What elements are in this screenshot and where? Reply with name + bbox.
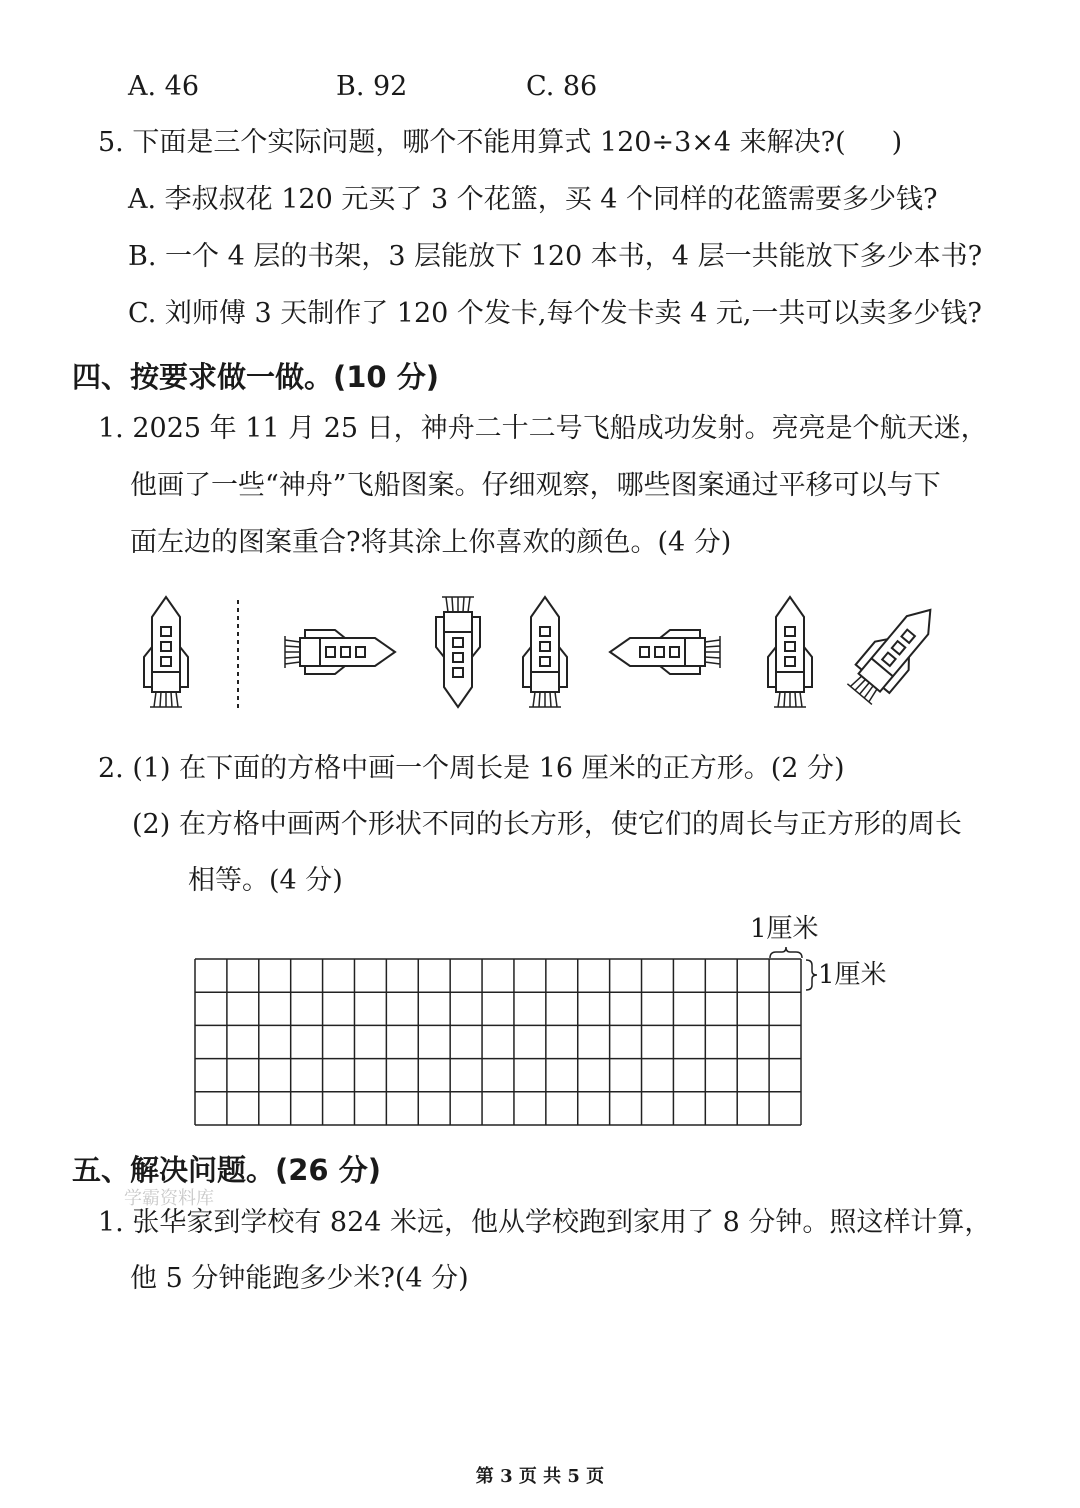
- q5-stem: [98, 126, 902, 160]
- q5-option-a: A. 李叔叔花 120 元买了 3 个花篮，买 4 个同样的花篮需要多少钱?: [128, 184, 938, 215]
- ship-rotated-left-icon: [610, 630, 720, 674]
- ship-upside-down-icon: [436, 597, 480, 707]
- s4-q2-line1: 2. (1) 在下面的方格中画一个周长是 16 厘米的正方形。(2 分): [98, 753, 845, 784]
- ship-translated-icon[interactable]: [523, 597, 567, 707]
- q4-option-a: A. 46: [128, 71, 200, 102]
- drawing-grid[interactable]: [194, 958, 802, 1126]
- q4-option-c: C. 86: [526, 71, 598, 102]
- page-footer: 第 3 页 共 5 页: [475, 1466, 605, 1487]
- unit-label-top: 1厘米: [750, 914, 819, 944]
- s4-q2-line2: (2) 在方格中画两个形状不同的长方形，使它们的周长与正方形的周长: [132, 809, 962, 840]
- ship-translated-icon-2[interactable]: [768, 597, 812, 707]
- watermark: 学霸资料库: [124, 1188, 214, 1209]
- unit-label-side: 1厘米: [818, 960, 887, 990]
- s4-q2-line3: 相等。(4 分): [188, 865, 343, 896]
- s4-q1-line3: 面左边的图案重合?将其涂上你喜欢的颜色。(4 分): [130, 527, 732, 558]
- spaceship-patterns: [130, 590, 950, 720]
- section-4-title: 四、按要求做一做。(10 分): [72, 360, 439, 394]
- s5-q1-line1: 1. 张华家到学校有 824 米远，他从学校跑到家用了 8 分钟。照这样计算，: [98, 1207, 992, 1238]
- q5-stem-close: ): [891, 127, 903, 158]
- section-5-title: 五、解决问题。(26 分): [72, 1153, 381, 1187]
- ship-original-icon: [144, 597, 188, 707]
- q5-option-c: C. 刘师傅 3 天制作了 120 个发卡,每个发卡卖 4 元,一共可以卖多少钱?: [128, 298, 982, 329]
- q4-option-b: B. 92: [336, 71, 408, 102]
- q5-option-b: B. 一个 4 层的书架，3 层能放下 120 本书，4 层一共能放下多少本书?: [128, 241, 983, 272]
- s5-q1-line2: 他 5 分钟能跑多少米?(4 分): [130, 1263, 469, 1294]
- ship-rotated-right-icon: [285, 630, 395, 674]
- q5-stem-text: 5. 下面是三个实际问题，哪个不能用算式 120÷3×4 来解决?(: [98, 127, 846, 158]
- s4-q1-line1: 1. 2025 年 11 月 25 日，神舟二十二号飞船成功发射。亮亮是个航天迷，: [98, 413, 988, 444]
- s4-q1-line2: 他画了一些“神舟”飞船图案。仔细观察，哪些图案通过平移可以与下: [130, 470, 941, 501]
- ship-tilted-icon: [843, 596, 947, 709]
